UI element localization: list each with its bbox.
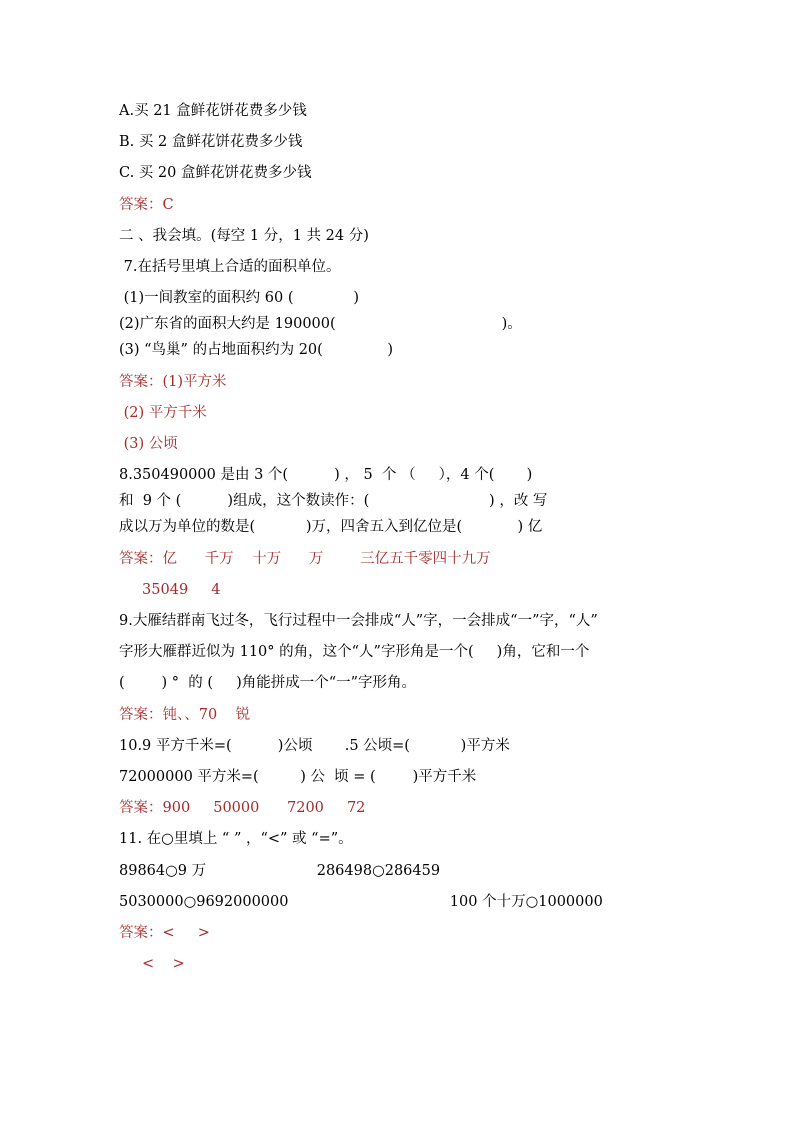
question-7: 7.在括号里填上合适的面积单位。 [119, 259, 341, 275]
answer-q7-3: (3) 公顷 [119, 436, 178, 452]
question-8-line-2: 和 9 个 ( )组成，这个数读作：( ) ，改 写 [119, 493, 548, 509]
answer-q7-1: 答案：(1)平方米 [119, 374, 227, 390]
option-b: B. 买 2 盒鲜花饼花费多少钱 [119, 134, 303, 150]
answer-q10: 答案：900 50000 7200 72 [119, 800, 366, 816]
question-7-part-1: (1)一间教室的面积约 60 ( ) [119, 290, 360, 306]
answer-q7-2: (2) 平方千米 [119, 405, 207, 421]
answer-q8-line-1: 答案：亿 千万 十万 万 三亿五千零四十九万 [119, 551, 491, 567]
answer-q11-line-1: 答案：< > [119, 925, 210, 941]
option-a: A.买 21 盒鲜花饼花费多少钱 [119, 103, 307, 119]
question-9-line-1: 9.大雁结群南飞过冬，飞行过程中一会排成“人”字，一会排成“一”字，“人” [119, 613, 598, 629]
question-10-line-2: 72000000 平方米=( ) 公 顷 = ( )平方千米 [119, 769, 477, 785]
question-9-line-3: ( ) ° 的 ( )角能拼成一个“一”字形角。 [119, 675, 417, 691]
question-8-line-3: 成以万为单位的数是( )万，四舍五入到亿位是( ) 亿 [119, 519, 543, 535]
answer-q6: 答案：C [119, 197, 174, 213]
question-10-line-1: 10.9 平方千米=( )公顷 .5 公顷=( )平方米 [119, 738, 510, 754]
question-11: 11. 在○里填上 “ ” ，“<” 或 “=”。 [119, 831, 353, 847]
answer-q9: 答案：钝、、70 锐 [119, 707, 251, 723]
question-11-row-1: 89864○9 万 286498○286459 [119, 863, 441, 879]
question-7-part-2: (2)广东省的面积大约是 190000( )。 [119, 316, 522, 332]
answer-q11-line-2: < > [119, 956, 185, 972]
question-9-line-2: 字形大雁群近似为 110° 的角，这个“人”字形角是一个( )角，它和一个 [119, 644, 590, 660]
question-7-part-3: (3) “鸟巢” 的占地面积约为 20( ) [119, 342, 393, 358]
section-heading-2: 二 、我会填。(每空 1 分，1 共 24 分) [119, 228, 369, 244]
option-c: C. 买 20 盒鲜花饼花费多少钱 [119, 165, 312, 181]
question-8-line-1: 8.350490000 是由 3 个( ) ， 5 个 （ ），4 个( ) [119, 467, 533, 483]
question-11-row-2: 5030000○9692000000 100 个十万○1000000 [119, 894, 603, 910]
answer-q8-line-2: 35049 4 [119, 582, 221, 598]
